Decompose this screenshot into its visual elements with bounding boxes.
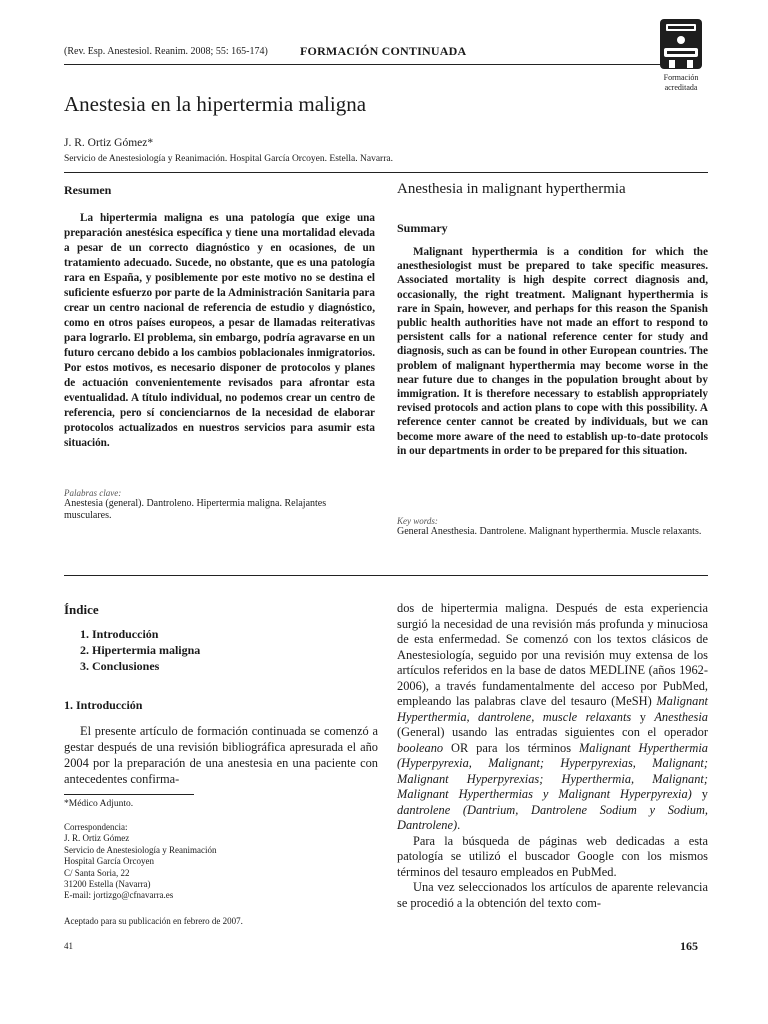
intro-text (64, 723, 378, 787)
resumen-heading: Resumen (64, 183, 112, 197)
keywords-label: Key words: (397, 516, 438, 526)
summary-heading: Summary (397, 221, 448, 235)
abstract-bottom-divider (64, 575, 708, 576)
english-title: Anesthesia in malignant hyperthermia (397, 181, 626, 197)
keywords-label: Palabras clave: (64, 488, 122, 498)
affiliation: Servicio de Anestesiología y Reanimación. Hospital García Orcoyen. Estella. Navarra. (64, 154, 393, 164)
abstract-top-divider (64, 172, 708, 173)
header-divider (64, 64, 668, 65)
intro-heading: 1. Introducción (64, 698, 143, 712)
body-right-column (397, 601, 708, 911)
keywords-text: General Anesthesia. Dantrolene. Malignant hyperthermia. Muscle relaxants. (397, 526, 702, 537)
author-role-footnote: *Médico Adjunto. (64, 799, 134, 809)
index-list (80, 626, 200, 674)
key-words (397, 516, 708, 538)
paragraph: Para la búsqueda de páginas web dedicadas a esta patología se utilizó el buscador Google con los mismos términos del tesauro empleados en PubMed. (397, 833, 708, 879)
index-item: 3. Conclusiones (80, 659, 160, 673)
author: J. R. Ortiz Gómez* (64, 137, 154, 149)
paragraph: dos de hipertermia maligna. Después de esta experiencia surgió la necesidad de una revisión más profunda y minuciosa de esta enfermedad. Se comenzó con los textos clásicos de Anestesiología, seguido por una revisión muy extensa de los artículos referidos en la base de datos MEDLINE (años 1962-2006), a través fundamentalmente del acceso por PubMed, empleando las palabras clave del tesauro (MeSH) Malignant Hyperthermia, dantrolene, muscle relaxants y Anesthesia (General) usando las entradas siguientes con el operador booleano OR para los términos Malignant Hyperthermia (Hyperpyrexia, Malignant; Hyperpyrexias, Malignant; Malignant Hyperpyrexias; Hyperthermia, Malignant; Malignant Hyperthermias y Malignant Hyperpyrexia) y dantrolene (Dantrium, Dantrolene Sodium y Sodium, Dantrolene). (397, 601, 709, 832)
paragraph: Una vez seleccionados los artículos de aparente relevancia se procedió a la obtención del texto com- (397, 880, 708, 910)
keywords-text: Anestesia (general). Dantroleno. Hipertermia maligna. Relajantes musculares. (64, 498, 327, 521)
index-item: 2. Hipertermia maligna (80, 643, 201, 657)
summary-text: Malignant hyperthermia is a condition for which the anesthesiologist must be prepared to take specific measures. Associated mortality is high despite correct diagnosis and, occasionally, the right treatment. Malignant hyperthermia is rare in Spain, however, and perhaps for this reason the Spanish public health authorities have not made an effort to respond to persistent calls for a national reference center for study and diagnosis, such as can be found in other European countries. The problem of malignant hyperthermia may become worse in the near future due to changes in the population brought about by immigration. It is therefore necessary to establish appropriately revised protocols and action plans to cope with this possibility. A reference center cannot be created by individuals, but we can become more aware of the need to establish up-to-date protocols in our departments in order to be prepared for this situation. (397, 246, 708, 457)
badge-caption: Formación acreditada (663, 73, 699, 92)
email: E-mail: jortizgo@cfnavarra.es (64, 890, 174, 901)
accreditation-badge-icon (659, 18, 703, 70)
correspondence: Correspondencia: J. R. Ortiz Gómez Servicio de Anestesiología y Reanimación Hospital García Orcoyen C/ Santa Soria, 22 31200 Estella (Navarra) E-mail: jortizgo@cfnavarra.es (64, 822, 217, 901)
palabras-clave (64, 488, 375, 522)
page-number-left: 41 (64, 941, 73, 951)
article-title: Anestesia en la hipertermia maligna (64, 92, 367, 116)
index-heading: Índice (64, 602, 99, 617)
journal-citation: (Rev. Esp. Anestesiol. Reanim. 2008; 55: 165-174) (64, 46, 268, 57)
section-label: FORMACIÓN CONTINUADA (300, 44, 467, 58)
index-item: 1. Introducción (80, 627, 159, 641)
accepted-note: Aceptado para su publicación en febrero de 2007. (64, 916, 243, 926)
page-number-right: 165 (680, 939, 698, 953)
paragraph: El presente artículo de formación continuada se comenzó a gestar después de una revisión bibliográfica apresurada el año 2004 por la preparación de una anestesia en una paciente con antecedentes confirma- (64, 724, 378, 786)
resumen-text: La hipertermia maligna es una patología que exige una preparación anestésica específica y tiene una mortalidad elevada a pesar de un correcto diagnóstico y en ocasiones, de un tratamiento adecuado. Sucede, no obstante, que es una patología rara en España, y posiblemente por este motivo no se destina el suficiente esfuerzo por parte de la Administración Sanitaria para crear un centro nacional de referencia de estudio y diagnóstico, como en otros países europeos, a pesar de llamadas reiterativas para lograrlo. El problema, sin embargo, podría agravarse en un futuro cercano debido a los cambios poblacionales inmigratorios. Por estos motivos, es necesario disponer de protocolos y planes de actuación convenientemente revisados para afrontar esta eventualidad. A título individual, no podemos crear un centro de referencia, pero sí concienciarnos de la necesidad de elaborar protocolos actualizados en nuestros servicios para asumir esta situación. (64, 212, 375, 449)
footnote-divider (64, 794, 194, 795)
